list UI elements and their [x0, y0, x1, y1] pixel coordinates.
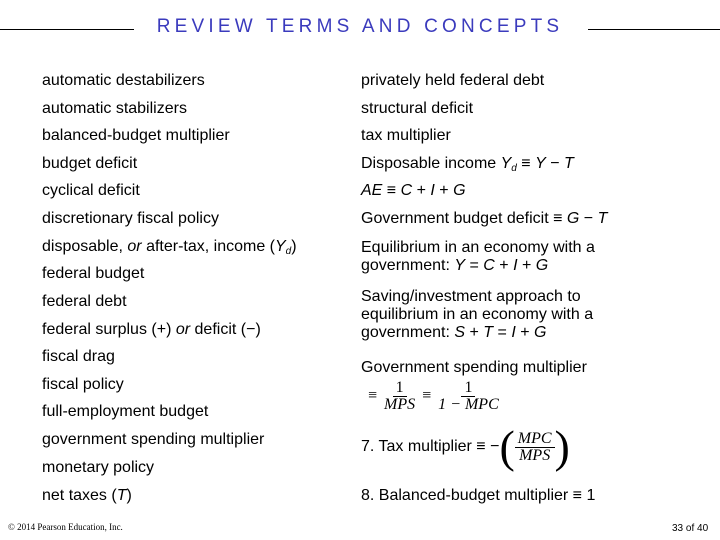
equation-disposable-income: Disposable income $Y_d \equiv Y - T$ [361, 155, 574, 174]
term-balanced-budget-multiplier: balanced-budget multiplier [42, 127, 230, 144]
term-structural-deficit: structural deficit [361, 100, 474, 117]
equation-aggregate-expenditure: AE ≡ C + I + G [361, 182, 466, 199]
term-government-spending-multiplier: government spending multiplier [42, 431, 265, 448]
term-budget-deficit: budget deficit [42, 155, 138, 172]
term-tax-multiplier: tax multiplier [361, 127, 451, 144]
term-discretionary-fiscal-policy: discretionary fiscal policy [42, 210, 219, 227]
fraction-one-over-mps: $\frac{1}{\text{MPS}}$ [384, 379, 416, 413]
term-automatic-stabilizers: automatic stabilizers [42, 100, 187, 117]
term-privately-held-federal-debt: privately held federal debt [361, 72, 545, 89]
term-federal-surplus-or-deficit: federal surplus (+) or deficit (−) [42, 321, 261, 338]
copyright-notice: © 2014 Pearson Education, Inc. [8, 522, 123, 532]
equation-tax-multiplier: 7. Tax multiplier ≡ −( $\frac{\text{MPC}}{\text{MPS}}$ ) [361, 421, 570, 472]
term-fiscal-policy: fiscal policy [42, 376, 124, 393]
term-government-spending-multiplier-label: Government spending multiplier [361, 359, 587, 376]
term-monetary-policy: monetary policy [42, 459, 155, 476]
term-disposable-income: disposable, or after-tax, income $(Y_d)$ [42, 238, 297, 257]
fraction-mpc-over-mps: $\frac{\text{MPC}}{\text{MPS}}$ [515, 431, 555, 464]
equation-government-budget-deficit: Government budget deficit ≡ G − T [361, 210, 608, 227]
page-number: 33 of 40 [672, 523, 709, 534]
term-federal-budget: federal budget [42, 265, 145, 282]
slide-title: REVIEW TERMS AND CONCEPTS [0, 16, 720, 38]
term-cyclical-deficit: cyclical deficit [42, 182, 140, 199]
term-net-taxes: net taxes (T) [42, 487, 132, 504]
term-fiscal-drag: fiscal drag [42, 348, 115, 365]
term-automatic-destabilizers: automatic destabilizers [42, 72, 205, 89]
term-federal-debt: federal debt [42, 293, 127, 310]
equation-balanced-budget-multiplier: 8. Balanced-budget multiplier ≡ 1 [361, 487, 596, 504]
fraction-one-over-one-minus-mpc: $\frac{1}{\text{1 − MPC}}$ [438, 379, 499, 413]
term-full-employment-budget: full-employment budget [42, 403, 209, 420]
equation-saving-investment-approach: Saving/investment approach to equilibrium in an economy with a government: S + T = I + G [361, 288, 594, 341]
equation-equilibrium-with-government: Equilibrium in an economy with a government: Y = C + I + G [361, 239, 595, 274]
formula-government-spending-multiplier: ≡ $\frac{1}{\text{MPS}}$ ≡ $\frac{1}{\text{1 − MPC}}$ [368, 380, 502, 413]
